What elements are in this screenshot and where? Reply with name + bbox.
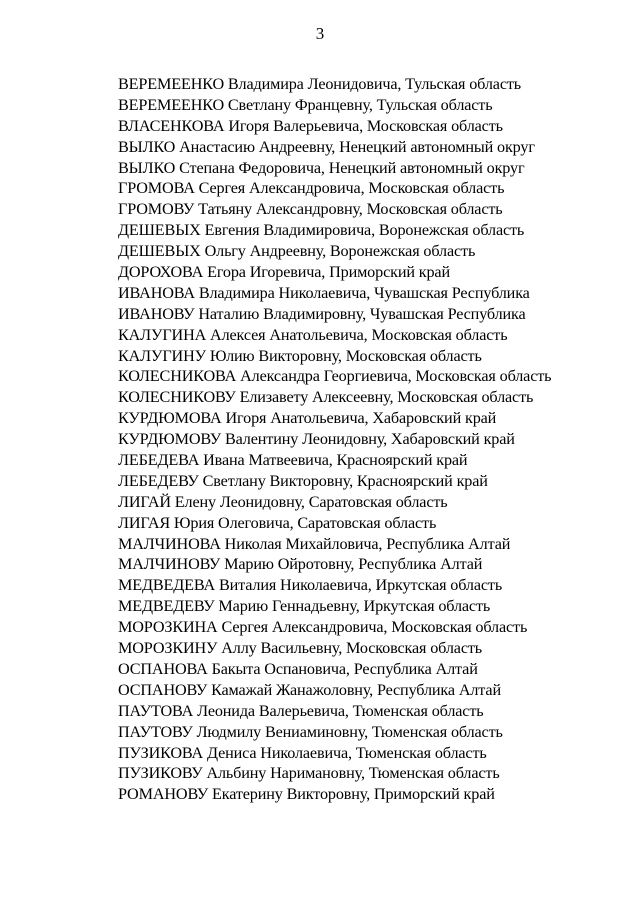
list-item: ГРОМОВУ Татьяну Александровну, Московская область [118, 200, 503, 219]
list-item: МОРОЗКИНУ Аллу Васильевну, Московская область [118, 639, 483, 658]
list-item: КАЛУГИНУ Юлию Викторовну, Московская область [118, 346, 482, 365]
list-item: МОРОЗКИНА Сергея Александровича, Московская область [118, 618, 528, 637]
list-item: ДОРОХОВА Егора Игоревича, Приморский край [118, 263, 450, 282]
list-item: РОМАНОВУ Екатерину Викторовну, Приморский край [118, 785, 495, 804]
page-number: 3 [315, 24, 325, 43]
list-item: ДЕШЕВЫХ Ольгу Андреевну, Воронежская область [118, 242, 476, 261]
name-list [118, 74, 618, 805]
list-item: ПАУТОВА Леонида Валерьевича, Тюменская область [118, 701, 484, 720]
list-item: ПУЗИКОВУ Альбину Наримановну, Тюменская область [118, 764, 500, 783]
list-item: ЛИГАЯ Юрия Олеговича, Саратовская область [118, 513, 437, 532]
list-item: КУРДЮМОВУ Валентину Леонидовну, Хабаровский край [118, 430, 515, 449]
list-item: ВЕРЕМЕЕНКО Светлану Францевну, Тульская область [118, 95, 493, 114]
list-item: ЛЕБЕДЕВУ Светлану Викторовну, Красноярский край [118, 471, 488, 490]
list-item: ЛЕБЕДЕВА Ивана Матвеевича, Красноярский край [118, 451, 468, 470]
list-item: МАЛЧИНОВУ Марию Ойротовну, Республика Алтай [118, 555, 483, 574]
list-item: ВЫЛКО Анастасию Андреевну, Ненецкий автономный округ [118, 137, 535, 156]
list-item: ВЫЛКО Степана Федоровича, Ненецкий автономный округ [118, 158, 525, 177]
list-item: ОСПАНОВУ Камажай Жанажоловну, Республика Алтай [118, 680, 501, 699]
list-item: КОЛЕСНИКОВУ Елизавету Алексеевну, Московская область [118, 388, 534, 407]
list-item: ПАУТОВУ Людмилу Вениаминовну, Тюменская область [118, 722, 503, 741]
list-item: ЛИГАЙ Елену Леонидовну, Саратовская область [118, 492, 448, 511]
list-item: ИВАНОВА Владимира Николаевича, Чувашская Республика [118, 283, 530, 302]
list-item: ВЛАСЕНКОВА Игоря Валерьевича, Московская область [118, 116, 503, 135]
list-item: ВЕРЕМЕЕНКО Владимира Леонидовича, Тульская область [118, 75, 522, 93]
list-item: ИВАНОВУ Наталию Владимировну, Чувашская Республика [118, 304, 526, 323]
list-item: МЕДВЕДЕВУ Марию Геннадьевну, Иркутская область [118, 597, 491, 616]
list-item: КАЛУГИНА Алексея Анатольевича, Московская область [118, 325, 508, 344]
list-item: МЕДВЕДЕВА Виталия Николаевича, Иркутская область [118, 576, 503, 595]
list-item: ДЕШЕВЫХ Евгения Владимировича, Воронежская область [118, 221, 525, 240]
list-item: КОЛЕСНИКОВА Александра Георгиевича, Московская область [118, 367, 552, 386]
list-item: ОСПАНОВА Бакыта Оспановича, Республика Алтай [118, 659, 478, 678]
list-item: ГРОМОВА Сергея Александровича, Московская область [118, 179, 505, 198]
list-item: ПУЗИКОВА Дениса Николаевича, Тюменская область [118, 743, 487, 762]
list-item: КУРДЮМОВА Игоря Анатольевича, Хабаровский край [118, 409, 497, 428]
list-item: МАЛЧИНОВА Николая Михайловича, Республика Алтай [118, 534, 511, 553]
